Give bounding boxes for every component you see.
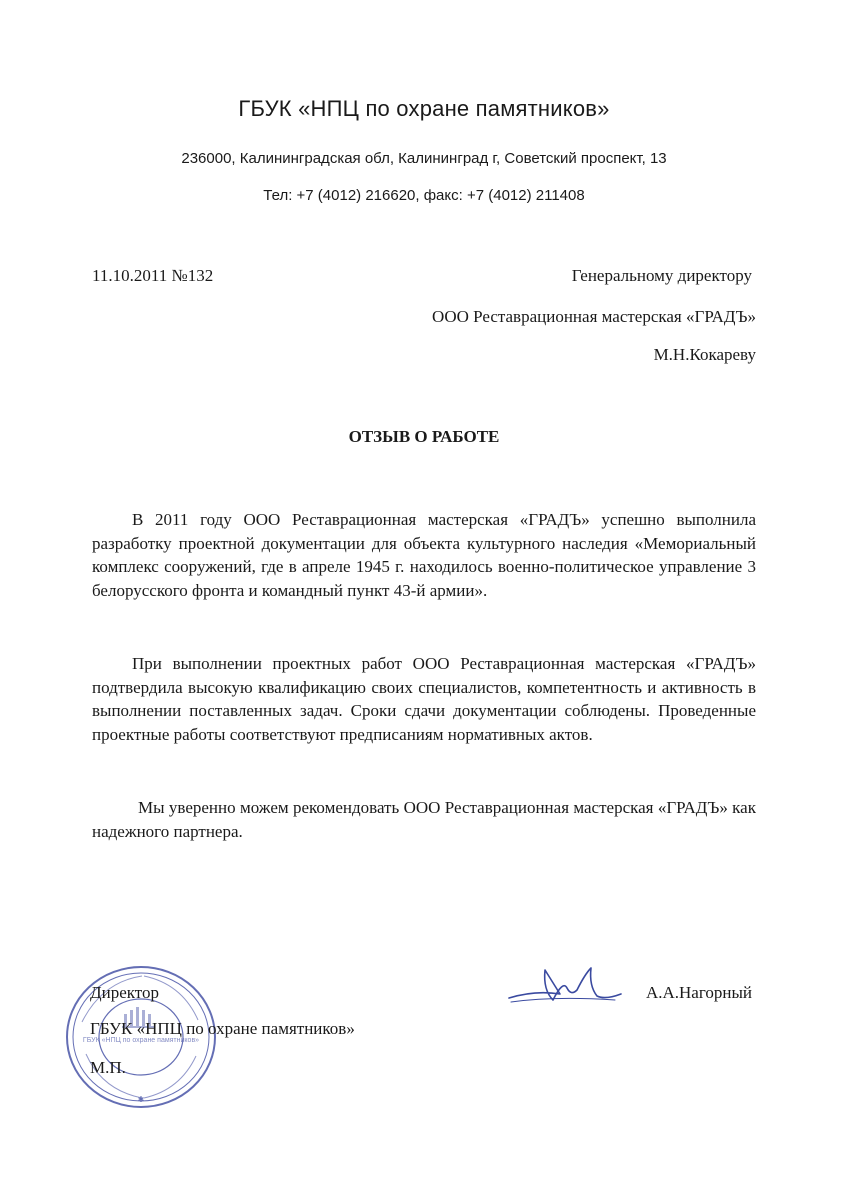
organization-address: 236000, Калининградская обл, Калининград г, Советский проспект, 13 <box>181 150 667 167</box>
addressee-company: ООО Реставрационная мастерская «ГРАДЪ» <box>432 307 756 326</box>
body-paragraph-2: При выполнении проектных работ ООО Реставрационная мастерская «ГРАДЪ» подтвердила высокую квалификацию своих специалистов, компетентность и активность в выполнении поставленных задач. Сроки сдачи документации соблюдены. Проведенные проектные работы соответствуют предписаниям нормативных актов. <box>92 654 756 744</box>
signature-organization: ГБУК «НПЦ по охране памятников» <box>90 1019 355 1038</box>
svg-text:✱: ✱ <box>137 1095 145 1104</box>
seal-place-label: М.П. <box>90 1058 126 1077</box>
addressee-name: М.Н.Кокареву <box>653 345 756 364</box>
document-title: ОТЗЫВ О РАБОТЕ <box>348 427 500 446</box>
handwritten-signature-icon <box>505 960 625 1010</box>
addressee-position: Генеральному директору <box>571 266 752 285</box>
document-reference: 11.10.2011 №132 <box>92 266 214 285</box>
stamp-inner-text: ГБУК «НПЦ по охране памятников» <box>82 1037 200 1044</box>
body-paragraph-3: Мы уверенно можем рекомендовать ООО Реставрационная мастерская «ГРАДЪ» как надежного партнера. <box>92 798 756 841</box>
signature-role: Директор <box>90 983 159 1002</box>
organization-title: ГБУК «НПЦ по охране памятников» <box>238 96 610 121</box>
organization-contacts: Тел: +7 (4012) 216620, факс: +7 (4012) 211408 <box>263 187 585 204</box>
signer-name: А.А.Нагорный <box>645 983 752 1002</box>
body-paragraph-1: В 2011 году ООО Реставрационная мастерская «ГРАДЪ» успешно выполнила разработку проектной документации для объекта культурного наследия «Мемориальный комплекс сооружений, где в апреле 1945 г. находилось военно-политическое управление 3 белорусского фронта и командный пункт 43-й армии». <box>92 510 756 600</box>
